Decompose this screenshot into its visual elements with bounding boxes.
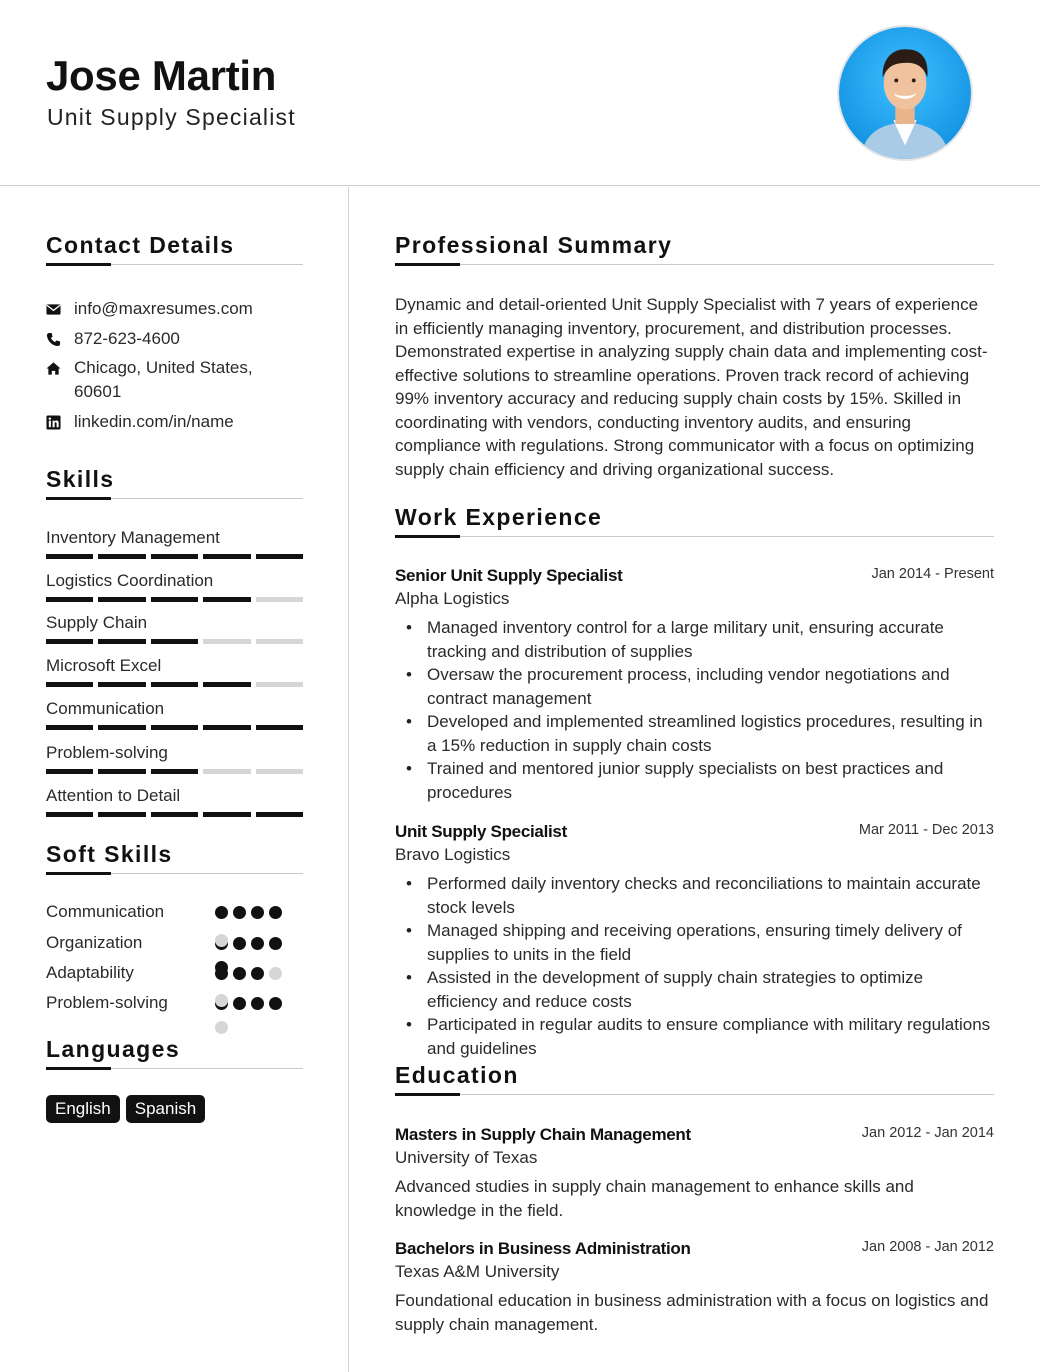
skill-level-segment bbox=[151, 554, 198, 559]
job-dates: Jan 2014 - Present bbox=[871, 566, 994, 582]
skill-level-segment bbox=[203, 597, 250, 602]
contact-address bbox=[46, 356, 253, 404]
skill-level-segment bbox=[46, 725, 93, 730]
skill-level-segment bbox=[98, 725, 145, 730]
skill-label: Logistics Coordination bbox=[46, 571, 214, 590]
skill-label: Problem-solving bbox=[46, 743, 168, 762]
stray-dot bbox=[215, 1021, 228, 1034]
skill-level-bar bbox=[46, 597, 303, 602]
skills-heading: Skills bbox=[46, 466, 303, 499]
rating-dot bbox=[251, 997, 264, 1010]
soft-skills-section bbox=[46, 841, 303, 874]
language-tags bbox=[46, 1095, 205, 1123]
job-bullet: • Oversaw the procurement process, including vendor negotiations and contract management bbox=[395, 663, 994, 710]
rating-dot bbox=[233, 937, 246, 950]
job-title: Unit Supply Specialist bbox=[395, 822, 567, 841]
skill-level-segment bbox=[98, 769, 145, 774]
soft-skill-item bbox=[46, 993, 303, 1013]
skill-label: Inventory Management bbox=[46, 528, 220, 547]
job-bullet: • Managed inventory control for a large military unit, ensuring accurate tracking and distribution of supplies bbox=[395, 616, 994, 663]
soft-skill-item bbox=[46, 963, 303, 983]
candidate-name: Jose Martin bbox=[46, 52, 277, 99]
education-dates: Jan 2012 - Jan 2014 bbox=[861, 1125, 994, 1141]
profile-photo-image bbox=[839, 27, 971, 159]
contact-email[interactable] bbox=[46, 297, 253, 321]
skill-level-bar bbox=[46, 639, 303, 644]
languages-section bbox=[46, 1036, 303, 1069]
education-section bbox=[395, 1062, 994, 1095]
skill-level-segment bbox=[256, 597, 303, 602]
experience-heading: Work Experience bbox=[395, 504, 994, 537]
home-icon bbox=[46, 356, 74, 404]
job-entry bbox=[395, 566, 994, 804]
skill-level-segment bbox=[256, 812, 303, 817]
job-company: Alpha Logistics bbox=[395, 589, 510, 608]
skill-item bbox=[46, 528, 303, 559]
job-bullets bbox=[395, 872, 994, 1060]
skill-label: Microsoft Excel bbox=[46, 656, 162, 675]
skill-label: Communication bbox=[46, 699, 165, 718]
job-bullets bbox=[395, 616, 994, 804]
soft-skill-rating bbox=[215, 906, 282, 919]
stray-dot bbox=[215, 961, 228, 974]
job-bullet: • Managed shipping and receiving operations, ensuring timely delivery of supplies to units in the field bbox=[395, 919, 994, 966]
address-line-1: Chicago, United States, bbox=[74, 358, 253, 377]
skill-label: Attention to Detail bbox=[46, 786, 181, 805]
languages-heading: Languages bbox=[46, 1036, 303, 1069]
rating-dot bbox=[251, 906, 264, 919]
linkedin-text: linkedin.com/in/name bbox=[74, 412, 234, 431]
skill-level-segment bbox=[46, 682, 93, 687]
skill-level-segment bbox=[98, 682, 145, 687]
email-text: info@maxresumes.com bbox=[74, 299, 253, 318]
rating-dot bbox=[251, 937, 264, 950]
phone-text: 872-623-4600 bbox=[74, 329, 180, 348]
job-bullet: • Performed daily inventory checks and reconciliations to maintain accurate stock levels bbox=[395, 872, 994, 919]
soft-skill-label: Problem-solving bbox=[46, 993, 168, 1012]
phone-icon bbox=[46, 327, 74, 351]
skill-level-segment bbox=[203, 725, 250, 730]
education-heading: Education bbox=[395, 1062, 994, 1095]
rating-dot bbox=[233, 967, 246, 980]
contact-phone[interactable] bbox=[46, 327, 180, 351]
skill-level-bar bbox=[46, 554, 303, 559]
column-divider bbox=[348, 187, 349, 1372]
skill-level-segment bbox=[98, 812, 145, 817]
address-line-2: 60601 bbox=[74, 382, 122, 401]
rating-dot bbox=[269, 906, 282, 919]
skill-label: Supply Chain bbox=[46, 613, 148, 632]
skill-level-segment bbox=[256, 725, 303, 730]
skill-item bbox=[46, 571, 303, 602]
job-bullet: • Assisted in the development of supply chain strategies to optimize efficiency and reduce costs bbox=[395, 966, 994, 1013]
skill-level-segment bbox=[203, 639, 250, 644]
degree-title: Bachelors in Business Administration bbox=[395, 1239, 691, 1258]
job-bullet: • Trained and mentored junior supply specialists on best practices and procedures bbox=[395, 757, 994, 804]
job-dates: Mar 2011 - Dec 2013 bbox=[858, 822, 994, 838]
profile-photo bbox=[837, 25, 973, 161]
skill-level-segment bbox=[98, 597, 145, 602]
job-entry bbox=[395, 822, 994, 1060]
skill-level-segment bbox=[98, 554, 145, 559]
skill-level-segment bbox=[203, 682, 250, 687]
experience-section bbox=[395, 504, 994, 537]
skill-item bbox=[46, 699, 303, 730]
skill-level-segment bbox=[46, 554, 93, 559]
stray-dot bbox=[215, 934, 228, 947]
skill-level-bar bbox=[46, 812, 303, 817]
education-entry bbox=[395, 1239, 994, 1336]
skill-level-segment bbox=[256, 682, 303, 687]
job-company: Bravo Logistics bbox=[395, 845, 511, 864]
job-bullet: • Developed and implemented streamlined logistics procedures, resulting in a 15% reduction in supply chain costs bbox=[395, 710, 994, 757]
envelope-icon bbox=[46, 297, 74, 321]
contact-section bbox=[46, 232, 303, 265]
soft-skill-label: Adaptability bbox=[46, 963, 134, 982]
skill-level-segment bbox=[46, 769, 93, 774]
skill-level-bar bbox=[46, 725, 303, 730]
soft-skill-label: Organization bbox=[46, 933, 143, 952]
rating-dot bbox=[233, 997, 246, 1010]
skill-level-segment bbox=[151, 597, 198, 602]
skill-level-segment bbox=[98, 639, 145, 644]
contact-linkedin[interactable] bbox=[46, 410, 234, 434]
skill-level-segment bbox=[256, 769, 303, 774]
rating-dot bbox=[269, 937, 282, 950]
resume-header bbox=[0, 0, 1040, 186]
education-description: Advanced studies in supply chain management to enhance skills and knowledge in the field. bbox=[395, 1177, 914, 1220]
skill-level-segment bbox=[256, 554, 303, 559]
skill-level-segment bbox=[151, 769, 198, 774]
skill-level-segment bbox=[46, 639, 93, 644]
school-name: University of Texas bbox=[395, 1148, 538, 1167]
skill-item bbox=[46, 786, 303, 817]
soft-skill-label: Communication bbox=[46, 902, 165, 921]
soft-skills-heading: Soft Skills bbox=[46, 841, 303, 874]
skill-level-segment bbox=[203, 812, 250, 817]
skill-item bbox=[46, 613, 303, 644]
skill-level-bar bbox=[46, 769, 303, 774]
language-tag-spanish: Spanish bbox=[126, 1095, 205, 1123]
skill-level-segment bbox=[46, 597, 93, 602]
education-dates: Jan 2008 - Jan 2012 bbox=[861, 1239, 994, 1255]
education-entry bbox=[395, 1125, 994, 1222]
skill-level-bar bbox=[46, 682, 303, 687]
skill-level-segment bbox=[151, 725, 198, 730]
school-name: Texas A&M University bbox=[395, 1262, 560, 1281]
rating-dot bbox=[233, 906, 246, 919]
rating-dot bbox=[269, 967, 282, 980]
soft-skill-item bbox=[46, 902, 303, 922]
skill-item bbox=[46, 656, 303, 687]
linkedin-icon bbox=[46, 410, 74, 434]
job-title: Senior Unit Supply Specialist bbox=[395, 566, 623, 585]
summary-heading: Professional Summary bbox=[395, 232, 994, 265]
rating-dot bbox=[269, 997, 282, 1010]
job-bullet: • Participated in regular audits to ensure compliance with military regulations and guidelines bbox=[395, 1013, 994, 1060]
degree-title: Masters in Supply Chain Management bbox=[395, 1125, 691, 1144]
skill-level-segment bbox=[151, 639, 198, 644]
skill-level-segment bbox=[151, 812, 198, 817]
skill-level-segment bbox=[256, 639, 303, 644]
skill-item bbox=[46, 743, 303, 774]
rating-dot bbox=[251, 967, 264, 980]
summary-section bbox=[395, 232, 994, 265]
rating-dot bbox=[215, 906, 228, 919]
contact-heading: Contact Details bbox=[46, 232, 303, 265]
language-tag-english: English bbox=[46, 1095, 120, 1123]
skills-section bbox=[46, 466, 303, 499]
summary-text: Dynamic and detail-oriented Unit Supply Specialist with 7 years of experience in efficiently managing inventory, procurement, and distribution processes. Demonstrated expertise in analyzing supply chain data and implementing cost-effective solutions to streamline operations. Proven track record of achieving 99% inventory accuracy and reducing supply chain costs by 15%. Skilled in coordinating with vendors, conducting inventory audits, and ensuring compliance with regulations. Strong communicator with a focus on optimizing supply chain efficiency and driving organizational success. bbox=[395, 295, 988, 479]
education-description: Foundational education in business administration with a focus on logistics and supply chain management. bbox=[395, 1291, 989, 1334]
skill-level-segment bbox=[46, 812, 93, 817]
soft-skill-item bbox=[46, 933, 303, 953]
skill-level-segment bbox=[203, 769, 250, 774]
skill-level-segment bbox=[151, 682, 198, 687]
stray-dot bbox=[215, 994, 228, 1007]
candidate-title: Unit Supply Specialist bbox=[47, 104, 296, 130]
skill-level-segment bbox=[203, 554, 250, 559]
